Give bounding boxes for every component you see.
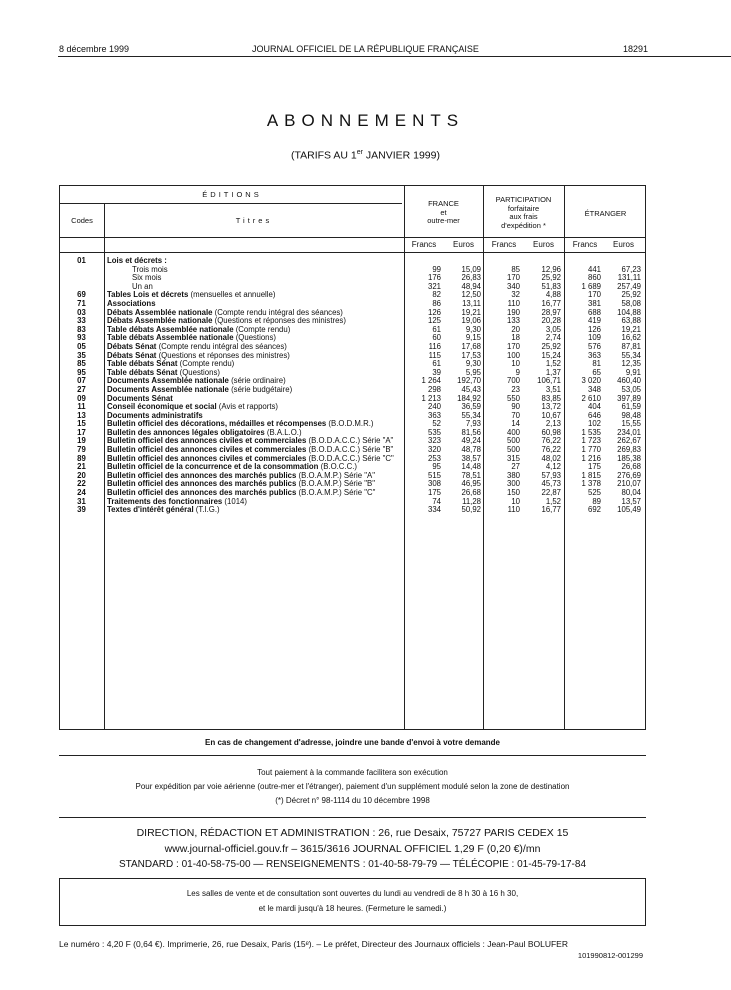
row-code: 83	[77, 324, 86, 334]
row-value: 1 213	[421, 393, 441, 403]
row-value: 27	[511, 462, 520, 472]
row-value: 36,59	[461, 402, 481, 412]
row-title-bold: Associations	[107, 298, 156, 308]
row-title-detail: (Questions)	[233, 333, 276, 343]
row-value: 9,15	[465, 333, 481, 343]
row-value: 515	[427, 470, 441, 480]
row-code: 85	[77, 359, 86, 369]
sales-hours-line1: Les salles de vente et de consultation sont ouvertes du lundi au vendredi de 8 h 30 à 16 h 30,	[186, 889, 519, 898]
footer-reference: 101990812-001299	[577, 951, 643, 960]
row-value: 76,22	[541, 436, 561, 446]
row-value: 115	[428, 350, 441, 360]
row-title-detail: (Questions et réponses des ministres)	[212, 316, 346, 326]
header-date: 8 décembre 1999	[59, 44, 130, 54]
row-title-bold: Documents Assemblée nationale	[107, 376, 229, 386]
row-value: 81,56	[461, 427, 481, 437]
row-title-detail: (B.O.C.C.)	[318, 462, 357, 472]
row-value: 20	[511, 324, 520, 334]
row-value: 85	[511, 264, 520, 274]
row-title-bold: Conseil économique et social	[107, 402, 217, 412]
row-title-bold: Bulletin officiel des décorations, médailles et récompenses	[107, 419, 327, 429]
row-value: 14,48	[461, 462, 481, 472]
row-value: 234,01	[617, 427, 641, 437]
row-code: 39	[77, 505, 86, 515]
row-value: 110	[507, 298, 520, 308]
table-row	[60, 506, 645, 515]
row-value: 1,52	[545, 496, 561, 506]
row-value: 170	[506, 341, 520, 351]
row-value: 692	[587, 505, 601, 515]
row-value: 460,40	[617, 376, 641, 386]
row-value: 13,72	[541, 402, 561, 412]
row-value: 74	[432, 496, 441, 506]
row-value: 1 770	[581, 445, 601, 455]
page-title: ABONNEMENTS	[266, 111, 465, 130]
row-code: 15	[77, 419, 86, 429]
row-value: 50,92	[461, 505, 481, 515]
row-title-detail: (série ordinaire)	[228, 376, 286, 386]
row-value: 25,92	[621, 290, 641, 300]
row-value: 26,68	[621, 462, 641, 472]
row-title-bold: Tables Lois et décrets	[107, 290, 189, 300]
row-value: 110	[507, 505, 520, 515]
row-value: 26,83	[461, 273, 481, 283]
row-value: 38,57	[461, 453, 481, 463]
etranger-header: ÉTRANGER	[584, 209, 627, 218]
row-code: 19	[77, 436, 86, 446]
row-title-bold: Textes d'intérêt général	[107, 505, 194, 515]
row-value: 63,88	[621, 316, 641, 326]
row-value: 381	[587, 298, 601, 308]
row-value: 104,88	[617, 307, 641, 317]
row-value: 380	[506, 470, 520, 480]
row-value: 28,97	[541, 307, 561, 317]
row-value: 7,93	[465, 419, 481, 429]
row-value: 55,34	[461, 410, 481, 420]
titres-header: Titres	[235, 216, 273, 225]
row-value: 89	[592, 496, 601, 506]
row-title-bold: Bulletin officiel des annonces des marchés publics	[107, 479, 297, 489]
row-value: 321	[427, 281, 441, 291]
row-value: 1 723	[581, 436, 601, 446]
row-value: 65	[592, 367, 601, 377]
editions-header: ÉDITIONS	[202, 190, 262, 199]
row-value: 125	[427, 316, 441, 326]
divider	[59, 755, 646, 756]
row-value: 646	[587, 410, 601, 420]
row-value: 9,91	[625, 367, 641, 377]
footer-imprint: Le numéro : 4,20 F (0,64 €). Imprimerie, 26, rue Desaix, Paris (15ᵉ). – Le préfet, Directeur des Journaux officiels : Jean-Paul BOLUFER	[59, 939, 568, 949]
row-value: 363	[427, 410, 441, 420]
row-value: 106,71	[537, 376, 561, 386]
row-value: 419	[587, 316, 601, 326]
row-title-detail: (B.A.L.O.)	[264, 427, 302, 437]
row-value: 269,83	[617, 445, 641, 455]
row-code: 35	[77, 350, 86, 360]
row-value: 535	[427, 427, 441, 437]
row-value: 176	[427, 273, 441, 283]
sales-hours-box	[59, 879, 646, 926]
row-value: 175	[427, 488, 441, 498]
row-title-bold: Documents administratifs	[107, 410, 203, 420]
row-value: 22,87	[541, 488, 561, 498]
row-value: 404	[587, 402, 601, 412]
row-title-bold: Bulletin officiel de la concurrence et de la consommation	[107, 462, 319, 472]
row-value: 10	[511, 359, 520, 369]
unit-francs-header: Francs	[411, 240, 437, 249]
row-value: 17,53	[461, 350, 481, 360]
row-code: 24	[77, 488, 86, 498]
row-value: 400	[506, 427, 520, 437]
row-value: 49,24	[461, 436, 481, 446]
row-divider	[60, 203, 402, 204]
row-value: 15,55	[621, 419, 641, 429]
row-value: 576	[587, 341, 601, 351]
row-title-bold: Bulletin officiel des annonces des marchés publics	[107, 488, 297, 498]
row-title-detail: Trois mois	[132, 264, 168, 274]
unit-euros-header: Euros	[613, 240, 634, 249]
row-value: 60,98	[541, 427, 561, 437]
row-value: 192,70	[457, 376, 481, 386]
row-value: 70	[511, 410, 520, 420]
row-value: 363	[587, 350, 601, 360]
row-code: 69	[77, 290, 86, 300]
row-title-bold: Documents Assemblée nationale	[107, 384, 229, 394]
row-value: 397,89	[617, 393, 641, 403]
row-value: 9,30	[465, 359, 481, 369]
direction-address: DIRECTION, RÉDACTION ET ADMINISTRATION : 26, rue Desaix, 75727 PARIS CEDEX 15	[136, 827, 569, 839]
row-value: 58,08	[621, 298, 641, 308]
row-value: 1 815	[581, 470, 601, 480]
row-value: 190	[506, 307, 520, 317]
row-code: 09	[77, 393, 86, 403]
row-title-bold: Traitements des fonctionnaires	[107, 496, 223, 506]
row-title-detail: (Compte rendu intégral des séances)	[212, 307, 343, 317]
row-value: 320	[427, 445, 441, 455]
row-code: 07	[77, 376, 86, 386]
address-change-note: En cas de changement d'adresse, joindre une bande d'envoi à votre demande	[205, 738, 500, 747]
row-value: 102	[587, 419, 601, 429]
row-value: 700	[506, 376, 520, 386]
row-value: 300	[506, 479, 520, 489]
row-code: 71	[77, 298, 86, 308]
row-code: 79	[77, 445, 86, 455]
row-value: 276,69	[617, 470, 641, 480]
unit-francs-header: Francs	[491, 240, 517, 249]
row-title-detail: (Compte rendu)	[233, 324, 291, 334]
row-value: 3 020	[581, 376, 601, 386]
row-value: 10,67	[541, 410, 561, 420]
participation-header: PARTICIPATION forfaitaire aux frais d'expédition *	[495, 195, 552, 230]
row-value: 131,11	[617, 273, 641, 283]
row-value: 45,73	[541, 479, 561, 489]
row-value: 126	[587, 324, 601, 334]
row-value: 185,38	[617, 453, 641, 463]
row-value: 109	[587, 333, 601, 343]
row-value: 23	[511, 384, 520, 394]
row-value: 500	[506, 445, 520, 455]
row-value: 61	[432, 324, 441, 334]
unit-francs-header: Francs	[572, 240, 598, 249]
row-title-bold: Table débats Sénat	[107, 359, 178, 369]
page-subtitle: (TARIFS AU 1er JANVIER 1999)	[290, 149, 440, 162]
row-value: 87,81	[621, 341, 641, 351]
row-value: 10	[511, 496, 520, 506]
row-title-bold: Débats Sénat	[107, 341, 157, 351]
row-value: 170	[506, 273, 520, 283]
row-title-bold: Table débats Assemblée nationale	[107, 333, 234, 343]
row-value: 133	[506, 316, 520, 326]
row-value: 500	[506, 436, 520, 446]
row-value: 53,05	[621, 384, 641, 394]
row-title-detail: Un an	[132, 281, 153, 291]
row-value: 86	[432, 298, 441, 308]
row-value: 39	[432, 367, 441, 377]
row-value: 11,28	[462, 496, 481, 506]
row-value: 9	[515, 367, 520, 377]
row-value: 441	[587, 264, 601, 274]
unit-euros-header: Euros	[533, 240, 554, 249]
row-value: 90	[511, 402, 520, 412]
row-value: 32	[511, 290, 520, 300]
row-value: 19,21	[461, 307, 481, 317]
row-value: 257,49	[617, 281, 641, 291]
row-title-detail: (série budgétaire)	[228, 384, 293, 394]
row-value: 298	[427, 384, 441, 394]
row-value: 1,37	[545, 367, 561, 377]
tariff-table	[59, 185, 646, 730]
row-title-bold: Bulletin officiel des annonces civiles et commerciales	[107, 436, 307, 446]
row-value: 240	[427, 402, 441, 412]
row-title-detail: (Avis et rapports)	[216, 402, 279, 412]
row-value: 150	[506, 488, 520, 498]
row-value: 14	[511, 419, 520, 429]
row-title-bold: Lois et décrets :	[107, 256, 167, 265]
row-value: 16,77	[541, 505, 561, 515]
row-title-bold: Table débats Sénat	[107, 367, 178, 377]
row-title-detail: (B.O.D.A.C.C.) Série "A"	[306, 436, 394, 446]
row-title-detail: (T.I.G.)	[193, 505, 220, 515]
direction-phones: STANDARD : 01-40-58-75-00 — RENSEIGNEMENTS : 01-40-58-79-79 — TÉLÉCOPIE : 01-45-79-17-84	[118, 859, 587, 870]
row-value: 340	[506, 281, 520, 291]
row-value: 175	[587, 462, 601, 472]
row-value: 20,28	[541, 316, 561, 326]
row-value: 98,48	[621, 410, 641, 420]
row-value: 52	[432, 419, 441, 429]
row-title-detail: (1014)	[222, 496, 247, 506]
row-value: 3,05	[545, 324, 561, 334]
row-title-bold: Débats Assemblée nationale	[107, 307, 213, 317]
row-title-detail: (B.O.A.M.P.) Série "C"	[296, 488, 376, 498]
row-value: 83,85	[541, 393, 561, 403]
row-value: 16,77	[541, 298, 561, 308]
row-code: 13	[77, 410, 86, 420]
row-title-detail: (B.O.D.A.C.C.) Série "B"	[306, 445, 394, 455]
row-title-bold: Débats Sénat	[107, 350, 157, 360]
row-code: 33	[77, 316, 86, 326]
row-divider	[60, 237, 645, 238]
row-value: 46,95	[461, 479, 481, 489]
row-value: 17,68	[461, 341, 481, 351]
air-shipping-note: Pour expédition par voie aérienne (outre-mer et l'étranger), paiement d'un supplément modulé selon la zone de destination	[135, 782, 570, 791]
row-value: 126	[427, 307, 441, 317]
row-value: 12,96	[541, 264, 561, 274]
row-value: 2,74	[545, 333, 561, 343]
row-title-detail: (B.O.A.M.P.) Série "B"	[296, 479, 375, 489]
row-value: 4,12	[545, 462, 561, 472]
row-code: 89	[77, 453, 86, 463]
row-value: 4,88	[545, 290, 561, 300]
row-code: 11	[77, 402, 86, 412]
row-title-bold: Débats Assemblée nationale	[107, 316, 213, 326]
row-title	[107, 506, 399, 515]
row-value: 334	[427, 505, 441, 515]
row-code: 93	[77, 333, 86, 343]
direction-box	[59, 817, 646, 879]
row-title-detail: (B.O.D.M.R.)	[326, 419, 374, 429]
row-value: 860	[587, 273, 601, 283]
row-code: 17	[77, 427, 86, 437]
row-title-detail: (Questions et réponses des ministres)	[156, 350, 290, 360]
row-value: 5,95	[465, 367, 481, 377]
row-value: 80,04	[621, 488, 641, 498]
row-value: 1 378	[581, 479, 601, 489]
row-value: 45,43	[461, 384, 481, 394]
row-title-bold: Table débats Assemblée nationale	[107, 324, 234, 334]
row-value: 61,59	[621, 402, 641, 412]
row-code: 27	[77, 384, 86, 394]
row-value: 323	[427, 436, 441, 446]
row-value: 210,07	[617, 479, 641, 489]
row-value: 95	[432, 462, 441, 472]
direction-web: www.journal-officiel.gouv.fr – 3615/3616 JOURNAL OFFICIEL 1,29 F (0,20 €)/mn	[164, 843, 541, 855]
row-value: 78,51	[461, 470, 481, 480]
row-value: 19,06	[461, 316, 481, 326]
row-value: 51,83	[541, 281, 561, 291]
france-header: FRANCE et outre-mer	[427, 199, 460, 225]
row-value: 308	[427, 479, 441, 489]
row-value: 48,02	[541, 453, 561, 463]
payment-note: Tout paiement à la commande facilitera son exécution	[257, 768, 448, 777]
row-code: 21	[77, 462, 86, 472]
row-value: 26,68	[461, 488, 481, 498]
row-value: 9,30	[465, 324, 481, 334]
row-value: 25,92	[541, 341, 561, 351]
row-value: 18	[511, 333, 520, 343]
row-code: 05	[77, 341, 86, 351]
row-divider	[60, 252, 645, 253]
row-code: 03	[77, 307, 86, 317]
row-title-detail: Six mois	[132, 273, 162, 283]
row-title-bold: Bulletin officiel des annonces civiles et commerciales	[107, 445, 307, 455]
row-value: 61	[432, 359, 441, 369]
row-title-bold: Documents Sénat	[107, 393, 173, 403]
row-value: 105,49	[617, 505, 641, 515]
row-value: 13,57	[621, 496, 641, 506]
row-value: 262,67	[617, 436, 641, 446]
row-code: 22	[77, 479, 86, 489]
row-title-detail: (Compte rendu intégral des séances)	[156, 341, 287, 351]
row-value: 60	[432, 333, 441, 343]
row-value: 48,78	[461, 445, 481, 455]
row-value: 550	[506, 393, 520, 403]
row-title-bold: Bulletin officiel des annonces des marchés publics	[107, 470, 297, 480]
row-value: 57,93	[541, 470, 561, 480]
decree-note: (*) Décret n° 98-1114 du 10 décembre 1998	[275, 796, 430, 805]
row-title-bold: Bulletin des annonces légales obligatoires	[107, 427, 265, 437]
header-journal-title: JOURNAL OFFICIEL DE LA RÉPUBLIQUE FRANÇAISE	[252, 44, 479, 54]
row-title-detail: (Questions)	[177, 367, 220, 377]
row-value: 315	[506, 453, 520, 463]
row-value: 12,50	[461, 290, 481, 300]
row-code: 95	[77, 367, 86, 377]
row-value: 99	[432, 264, 441, 274]
row-value: 1 689	[581, 281, 601, 291]
row-value: 184,92	[457, 393, 481, 403]
row-value: 76,22	[541, 445, 561, 455]
row-value: 116	[428, 341, 441, 351]
row-value: 1,52	[545, 359, 561, 369]
codes-header: Codes	[71, 216, 93, 225]
row-value: 100	[506, 350, 520, 360]
row-code: 20	[77, 470, 86, 480]
row-value: 13,11	[462, 298, 481, 308]
row-value: 82	[432, 290, 441, 300]
row-value: 525	[587, 488, 601, 498]
row-value: 253	[427, 453, 441, 463]
row-value: 2 610	[581, 393, 601, 403]
row-value: 12,35	[621, 359, 641, 369]
row-value: 348	[587, 384, 601, 394]
row-value: 170	[587, 290, 601, 300]
row-title-detail: (B.O.A.M.P.) Série "A"	[296, 470, 375, 480]
row-value: 67,23	[621, 264, 641, 274]
row-value: 1 535	[581, 427, 601, 437]
row-value: 15,24	[541, 350, 561, 360]
row-value: 48,94	[461, 281, 481, 291]
row-value: 2,13	[545, 419, 561, 429]
sales-hours-line2: et le mardi jusqu'à 18 heures. (Fermeture le samedi.)	[258, 904, 447, 913]
row-value: 15,09	[461, 264, 481, 274]
header-page-number: 18291	[622, 44, 648, 54]
tariff-rows	[60, 257, 645, 515]
row-code: 31	[77, 496, 86, 506]
row-title-detail: (mensuelles et annuelle)	[188, 290, 276, 300]
row-title-detail: (Compte rendu)	[177, 359, 235, 369]
row-title-bold: Bulletin officiel des annonces civiles et commerciales	[107, 453, 307, 463]
row-code: 01	[77, 256, 86, 265]
row-value: 25,92	[541, 273, 561, 283]
row-value: 1 216	[581, 453, 601, 463]
row-value: 688	[587, 307, 601, 317]
header-rule	[58, 56, 731, 57]
row-value: 1 264	[421, 376, 441, 386]
unit-euros-header: Euros	[453, 240, 474, 249]
row-value: 19,21	[621, 324, 641, 334]
row-value: 3,51	[545, 384, 561, 394]
row-value: 81	[592, 359, 601, 369]
row-value: 55,34	[621, 350, 641, 360]
row-title-detail: (B.O.D.A.C.C.) Série "C"	[306, 453, 394, 463]
row-value: 16,62	[621, 333, 641, 343]
